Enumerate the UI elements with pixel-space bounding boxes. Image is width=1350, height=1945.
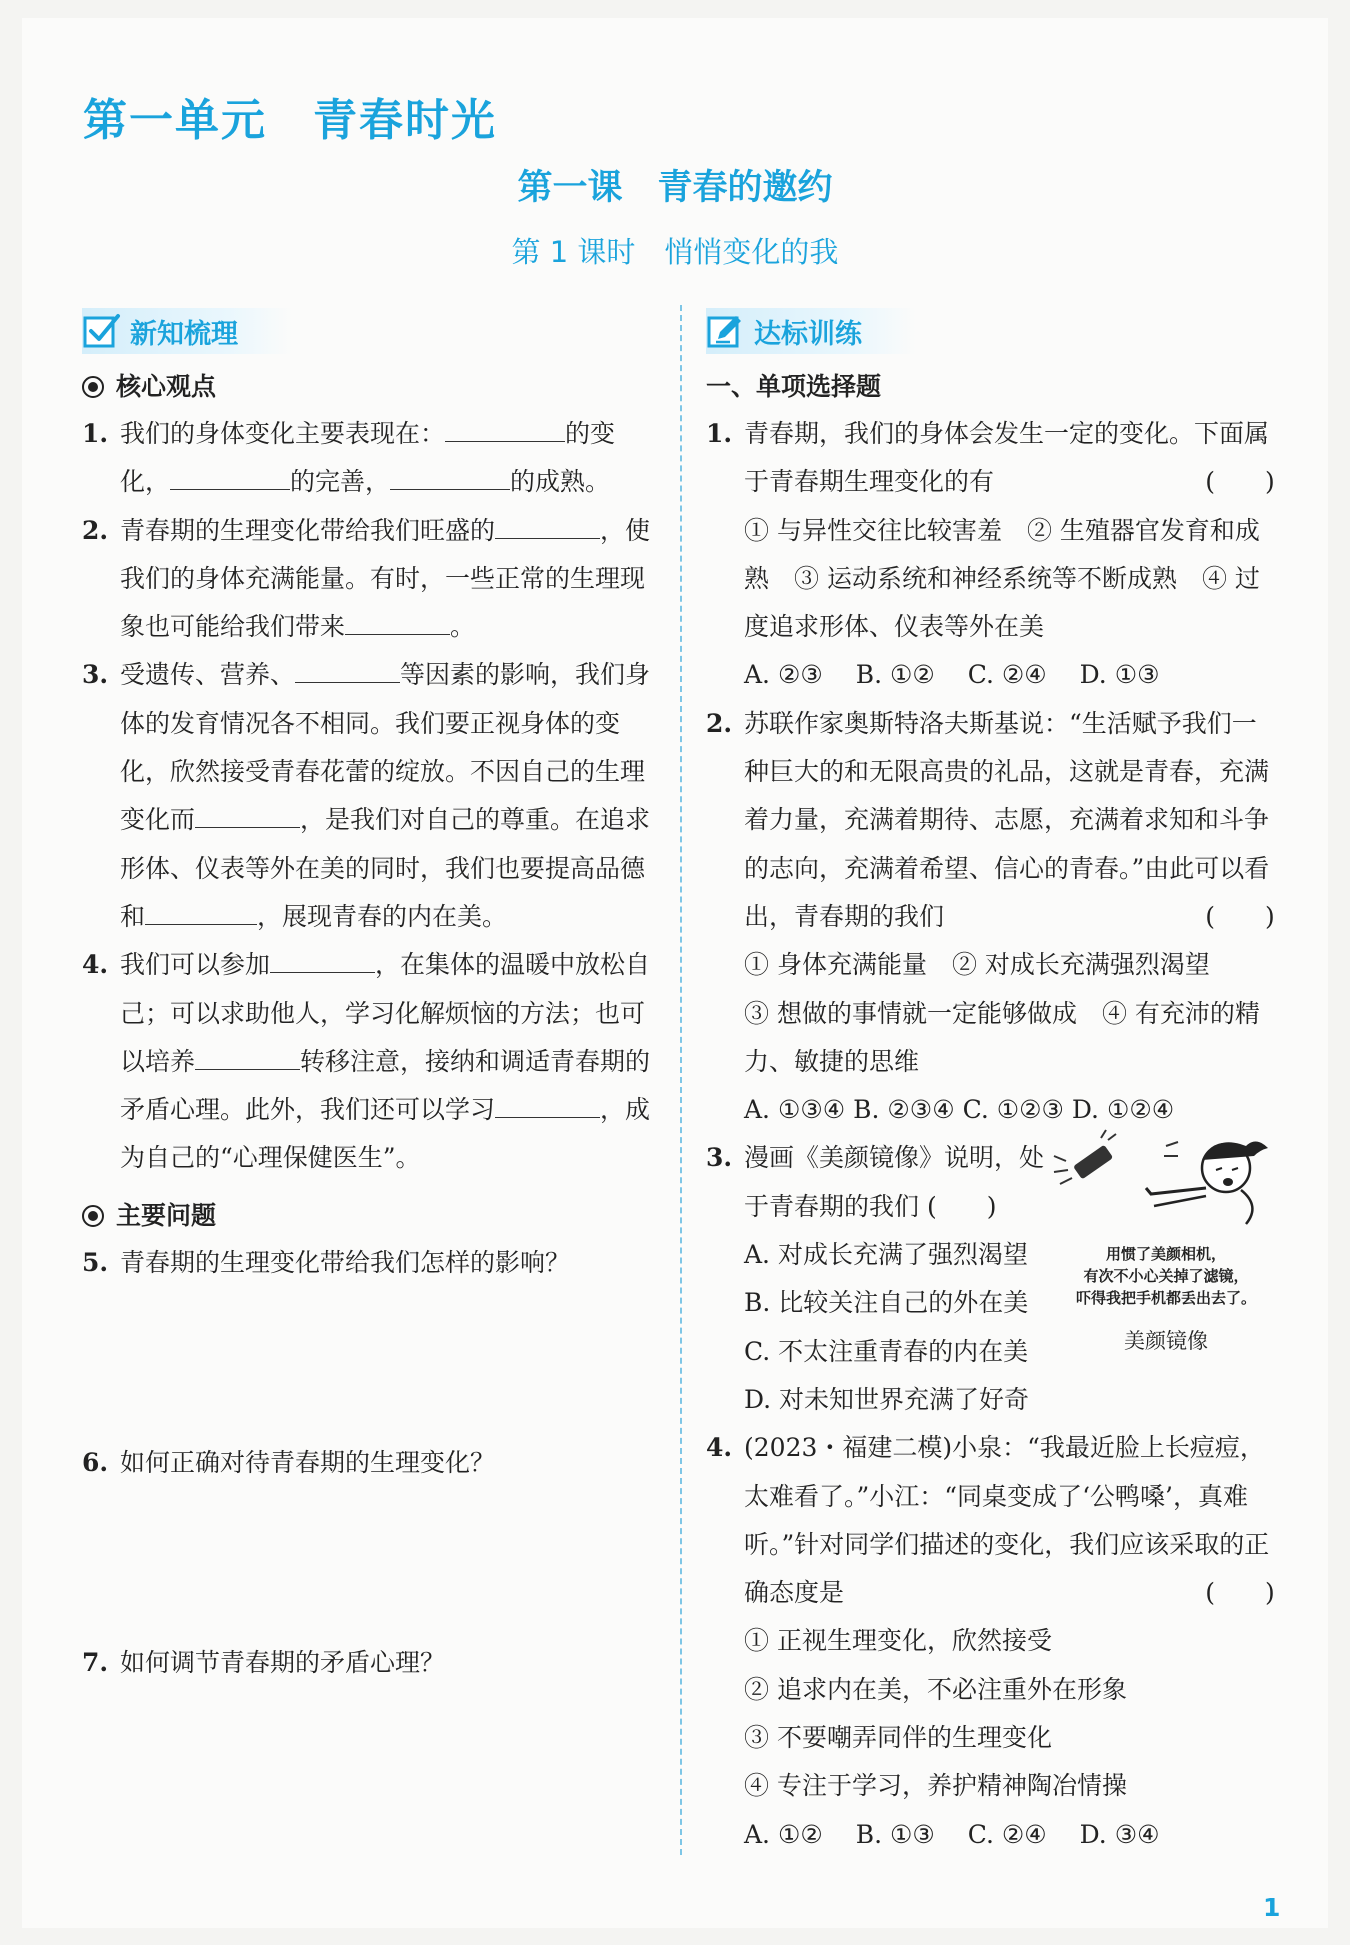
column-divider	[680, 305, 682, 1855]
fill-blank[interactable]	[495, 508, 600, 539]
section-label: 新知梳理	[130, 318, 238, 350]
question-number: 2.	[706, 708, 733, 738]
checkbox-check-icon	[82, 311, 122, 351]
question-text: ，使我们的身体充满能量。有时，一些正常的生理现象也可能给我们带来	[120, 515, 651, 642]
cartoon-caption: 吓得我把手机都丢出去了。	[1075, 1288, 1256, 1307]
answer-paren[interactable]: ( )	[1205, 901, 1275, 931]
question-text: 我们的身体变化主要表现在：	[120, 419, 446, 448]
cartoon-caption: 有次不小心关掉了滤镜，	[1083, 1266, 1249, 1285]
question-5	[82, 1239, 654, 1287]
fill-blank[interactable]	[195, 1039, 300, 1070]
question-items: ① 与异性交往比较害羞 ② 生殖器官发育和成熟 ③ 运动系统和神经系统等不断成熟 ④ 过度追求形体、仪表等外在美	[744, 515, 1260, 642]
choice-question-3	[706, 1134, 1278, 1424]
question-text: ，在集体的温暖中放松自己；可以求助他人，学习化解烦恼的方法；也可以培养	[120, 950, 651, 1076]
answer-paren[interactable]: ( )	[1205, 467, 1275, 497]
question-text: 如何正确对待青春期的生理变化？	[120, 1448, 496, 1478]
answer-paren[interactable]: ( )	[1205, 1578, 1275, 1608]
left-column	[82, 308, 654, 1688]
section-header-knowledge	[82, 308, 292, 354]
period-title: 第 1 课时 悄悄变化的我	[511, 235, 839, 269]
target-bullet-icon	[82, 1205, 104, 1227]
fill-blank[interactable]	[295, 652, 400, 683]
question-number: 2.	[82, 515, 109, 545]
option-b[interactable]: B. 比较关注自己的外在美	[744, 1288, 1029, 1318]
page-number: 1	[1263, 1893, 1281, 1922]
question-text: 青春期的生理变化带给我们怎样的影响？	[120, 1247, 571, 1277]
question-number: 3.	[706, 1143, 733, 1173]
question-number: 1.	[706, 419, 733, 448]
fill-blank[interactable]	[390, 459, 510, 490]
question-number: 3.	[82, 660, 109, 690]
right-column	[706, 308, 1278, 1859]
option-c[interactable]: C. 不太注重青春的内在美	[744, 1336, 1029, 1366]
fill-blank[interactable]	[270, 942, 375, 973]
question-items: ③ 不要嘲弄同伴的生理变化	[744, 1723, 1052, 1753]
question-text: 的变化，	[120, 419, 616, 497]
question-text: ，是我们对自己的尊重。在追求形体、仪表等外在美的同时，我们也要提高品德和	[120, 805, 651, 931]
question-number: 7.	[82, 1648, 109, 1678]
option-a[interactable]: A. 对成长充满了强烈渴望	[744, 1240, 1028, 1270]
question-2	[82, 507, 654, 652]
question-4	[82, 941, 654, 1182]
question-7	[82, 1639, 654, 1687]
question-stem: 漫画《美颜镜像》说明，处	[744, 1143, 1045, 1173]
fill-blank[interactable]	[170, 459, 290, 490]
question-text: 我们可以参加	[120, 950, 271, 980]
subheading-text: 主要问题	[116, 1200, 217, 1230]
question-text: 。	[450, 612, 476, 642]
subheading-text: 一、单项选择题	[706, 372, 882, 401]
question-stem: (2023・福建二模)小泉：“我最近脸上长痘痘，太难看了。”小江：“同桌变成了‘公鸭嗓’，真难听。”针对同学们描述的变化，我们应该采取的正确态度是	[744, 1433, 1270, 1608]
subheading-text: 核心观点	[116, 372, 217, 401]
question-6	[82, 1439, 654, 1487]
cartoon-caption: 用惯了美颜相机，	[1105, 1244, 1226, 1263]
question-items: ① 身体充满能量 ② 对成长充满强烈渴望	[744, 950, 1210, 980]
question-number: 4.	[706, 1433, 733, 1463]
question-text: ，成为自己的“心理保健医生”。	[120, 1095, 651, 1173]
subheading-core	[82, 364, 654, 410]
subheading-problems	[82, 1193, 654, 1239]
question-text: 转移注意，接纳和调适青春期的矛盾心理。此外，我们还可以学习	[120, 1046, 651, 1125]
cartoon-title: 美颜镜像	[1124, 1328, 1208, 1353]
question-items: ② 追求内在美，不必注重外在形象	[744, 1674, 1127, 1704]
unit-title: 第一单元 青春时光	[83, 95, 497, 146]
choice-question-2	[706, 700, 1278, 1135]
target-bullet-icon	[82, 376, 104, 398]
question-text: 的成熟。	[510, 467, 611, 497]
option-d[interactable]: D. 对未知世界充满了好奇	[744, 1384, 1030, 1414]
question-items: ① 正视生理变化，欣然接受	[744, 1626, 1052, 1656]
question-3	[82, 651, 654, 941]
choice-question-1	[706, 410, 1278, 700]
cartoon-drawing	[1046, 1126, 1286, 1226]
choice-question-4	[706, 1424, 1278, 1859]
question-text: 等因素的影响，我们身体的发育情况各不相同。我们要正视身体的变化，欣然接受青春花蕾的绽放。不因自己的生理变化而	[120, 660, 651, 835]
fill-blank[interactable]	[145, 894, 257, 925]
question-text: 如何调节青春期的矛盾心理？	[120, 1648, 446, 1678]
answer-options[interactable]: A. ②③ B. ①② C. ②④ D. ①③	[744, 660, 1160, 690]
question-number: 1.	[82, 419, 109, 448]
question-text: ，展现青春的内在美。	[257, 901, 508, 931]
question-text: 青春期的生理变化带给我们旺盛的	[120, 515, 496, 545]
question-items: ③ 想做的事情就一定能够做成 ④ 有充沛的精力、敏捷的思维	[744, 998, 1260, 1076]
question-number: 4.	[82, 950, 109, 980]
question-stem: 青春期，我们的身体会发生一定的变化。下面属于青春期生理变化的有	[744, 419, 1270, 497]
subheading-single-choice	[706, 364, 1278, 410]
answer-space[interactable]	[82, 1487, 654, 1639]
question-number: 6.	[82, 1448, 109, 1478]
answer-paren[interactable]: ( )	[926, 1191, 997, 1221]
question-text: 受遗传、营养、	[120, 660, 296, 690]
cartoon-illustration	[1046, 1126, 1286, 1353]
question-number: 5.	[82, 1247, 109, 1277]
fill-blank[interactable]	[345, 604, 450, 635]
fill-blank[interactable]	[445, 411, 565, 442]
answer-options[interactable]: A. ①③④ B. ②③④ C. ①②③ D. ①②④	[744, 1095, 1175, 1125]
answer-space[interactable]	[82, 1287, 654, 1439]
fill-blank[interactable]	[195, 797, 300, 828]
question-stem: 苏联作家奥斯特洛夫斯基说：“生活赋予我们一种巨大的和无限高贵的礼品，这就是青春，充满着力量，充满着期待、志愿，充满着求知和斗争的志向，充满着希望、信心的青春。”由此可以看出，青春期的我们	[744, 708, 1270, 931]
section-label: 达标训练	[754, 318, 862, 350]
question-stem: 于青春期的我们	[744, 1191, 920, 1221]
question-items: ④ 专注于学习，养护精神陶冶情操	[744, 1771, 1127, 1801]
section-header-practice	[706, 308, 916, 354]
fill-blank[interactable]	[495, 1087, 600, 1118]
answer-options[interactable]: A. ①② B. ①③ C. ②④ D. ③④	[744, 1819, 1160, 1849]
lesson-title: 第一课 青春的邀约	[517, 168, 833, 208]
pencil-note-icon	[706, 311, 746, 351]
question-1	[82, 410, 654, 507]
question-text: 的完善，	[290, 467, 391, 497]
